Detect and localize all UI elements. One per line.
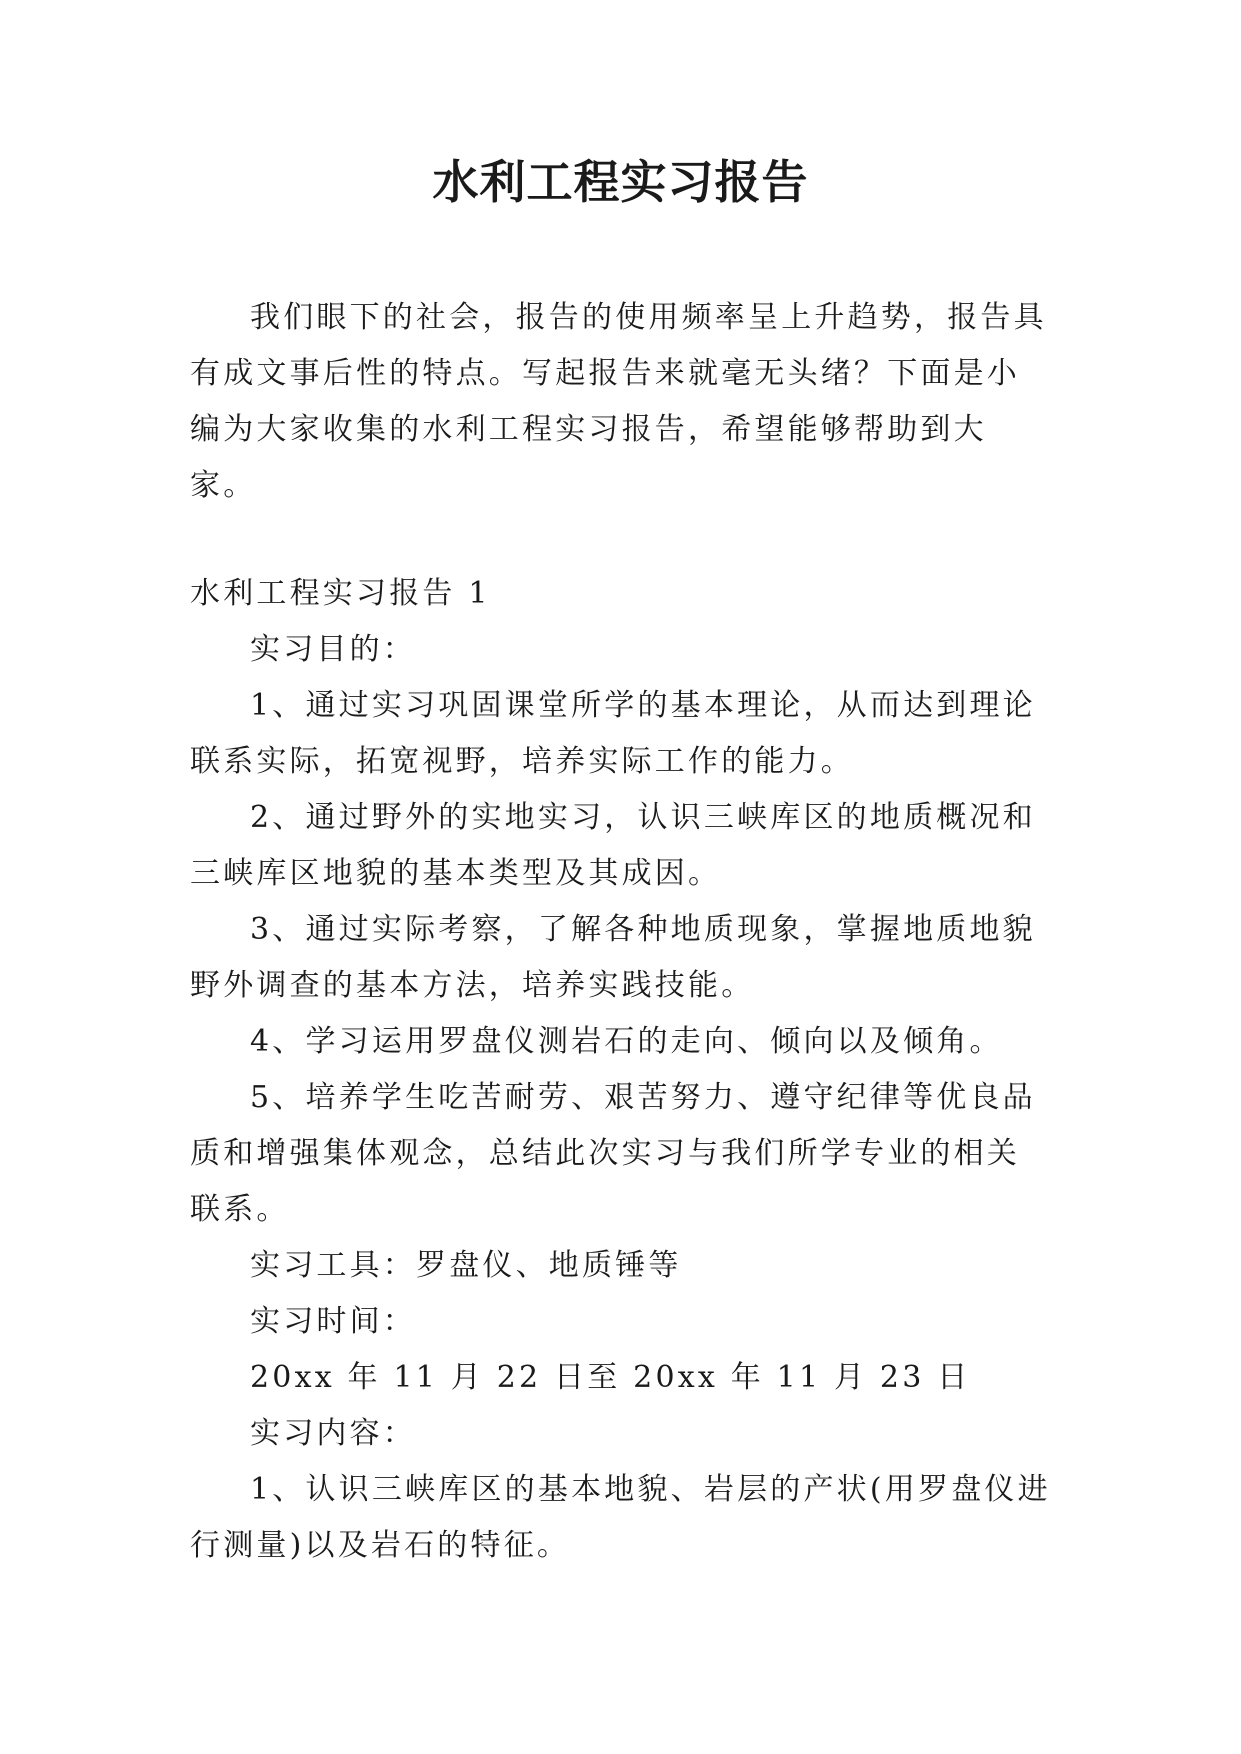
paragraph-purpose-2: 2、通过野外的实地实习，认识三峡库区的地质概况和三峡库区地貌的基本类型及其成因。 [190,800,1036,891]
document-title: 水利工程实习报告 [432,155,809,209]
paragraph-time-range: 20xx 年 11 月 22 日至 20xx 年 11 月 23 日 [250,1360,971,1395]
paragraph-tools: 实习工具：罗盘仪、地质锤等 [250,1248,682,1283]
paragraph-purpose-1: 1、通过实习巩固课堂所学的基本理论，从而达到理论联系实际，拓宽视野，培养实际工作的能力。 [190,688,1036,779]
document-body [190,290,1052,1574]
paragraph-purpose-5: 5、培养学生吃苦耐劳、艰苦努力、遵守纪律等优良品质和增强集体观念，总结此次实习与我们所学专业的相关联系。 [190,1080,1036,1227]
section-heading: 水利工程实习报告 1 [190,576,491,611]
intro-paragraph: 我们眼下的社会，报告的使用频率呈上升趋势，报告具有成文事后性的特点。写起报告来就毫无头绪？下面是小编为大家收集的水利工程实习报告，希望能够帮助到大家。 [190,300,1047,503]
paragraph-content-1: 1、认识三峡库区的基本地貌、岩层的产状(用罗盘仪进行测量)以及岩石的特征。 [190,1472,1051,1563]
paragraph-purpose-heading: 实习目的： [250,632,416,667]
paragraph-purpose-4: 4、学习运用罗盘仪测岩石的走向、倾向以及倾角。 [250,1024,1003,1059]
paragraph-content-heading: 实习内容： [250,1416,416,1451]
paragraph-time-heading: 实习时间： [250,1304,416,1339]
paragraph-purpose-3: 3、通过实际考察，了解各种地质现象，掌握地质地貌野外调查的基本方法，培养实践技能。 [190,912,1036,1003]
